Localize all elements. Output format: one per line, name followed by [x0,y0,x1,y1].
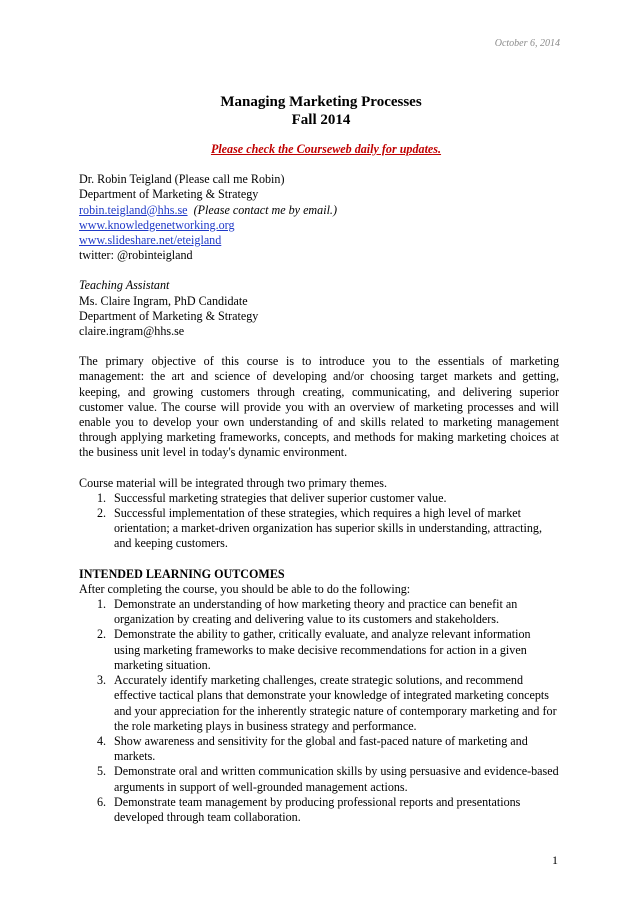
instructor-email-line [79,203,559,218]
themes-intro: Course material will be integrated through two primary themes. [79,475,387,490]
outcomes-heading: INTENDED LEARNING OUTCOMES [79,566,285,581]
list-item: 5. Demonstrate oral and written communication skills by using persuasive and evidence-based arguments in support of well-grounded management actions. [97,764,559,794]
document-body [79,93,559,825]
list-item: 6. Demonstrate team management by producing professional reports and presentations developed through team collaboration. [97,794,521,824]
slideshare-link[interactable]: www.slideshare.net/eteigland [79,233,222,248]
outcomes-intro: After completing the course, you should be able to do the following: [79,581,411,596]
header-date: October 6, 2014 [494,38,560,49]
ta-block [79,278,559,339]
instructor-name: Dr. Robin Teigland (Please call me Robin) [79,172,285,187]
ta-name: Ms. Claire Ingram, PhD Candidate [79,293,248,308]
list-item: 2. Demonstrate the ability to gather, critically evaluate, and analyze relevant information using marketing frameworks to make decisive recommendations for action in a given marketing situation. [97,627,531,672]
instructor-email-note: (Please contact me by email.) [193,202,337,217]
outcomes-section [79,567,559,825]
ta-department: Department of Marketing & Strategy [79,308,259,323]
course-title-line1: Managing Marketing Processes [220,94,422,110]
themes-list [79,491,559,552]
list-item: 4. Show awareness and sensitivity for the global and fast-paced nature of marketing and markets. [97,733,528,764]
instructor-block [79,172,559,263]
courseweb-notice: Please check the Courseweb daily for updates. [210,142,442,156]
ta-email: claire.ingram@hhs.se [79,324,185,339]
instructor-department: Department of Marketing & Strategy [79,187,259,202]
instructor-twitter: twitter: @robinteigland [79,248,193,263]
list-item: 3. Accurately identify marketing challenges, create strategic solutions, and recommend effective tactical plans that demonstrate your knowledge of integrated marketing concepts and your appreciation for the inherently strategic nature of contemporary marketing and for the role marketing plays in business strategy and performance. [97,673,557,733]
knowledgenetworking-link[interactable]: www.knowledgenetworking.org [79,217,235,232]
instructor-email-link[interactable]: robin.teigland@hhs.se [79,202,188,217]
list-item: 1. Demonstrate an understanding of how marketing theory and practice can benefit an organization by creating and delivering value to its customers and stakeholders. [97,597,518,627]
list-item: 1. Successful marketing strategies that deliver superior customer value. [97,490,447,505]
ta-heading: Teaching Assistant [79,278,170,293]
course-title-line2: Fall 2014 [291,112,351,128]
objective-paragraph: The primary objective of this course is to introduce you to the essentials of marketing management: the art and science of developing and/or choosing target markets and getting, keeping, and growing customers through creating, communicating, and delivering superior customer value. The course will provide you with an overview of marketing processes and will enable you to develop your own understanding of and skills related to marketing management through applying marketing frameworks, concepts, and methods for making marketing choices at the business unit level in today's dynamic environment. [79,354,559,460]
list-item: 2. Successful implementation of these strategies, which requires a high level of market orientation; a market-driven organization has superior skills in understanding, attracting, and keeping customers. [97,506,542,551]
page-number: 1 [552,853,558,867]
course-title [83,93,559,129]
outcomes-list [79,597,559,825]
themes-section [79,476,559,552]
